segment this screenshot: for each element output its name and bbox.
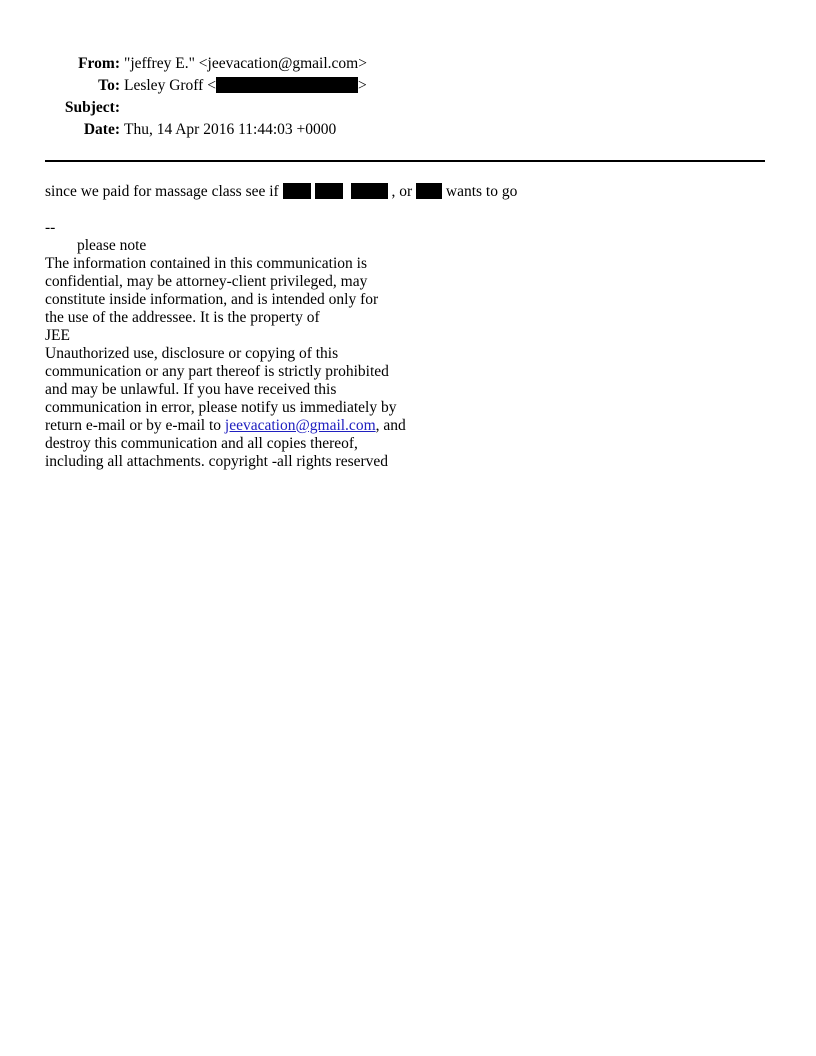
disclaimer-line: confidential, may be attorney-client privileged, may (45, 273, 368, 290)
signature-note: please note (77, 237, 147, 254)
redacted-name-1 (283, 183, 311, 199)
to-close: > (357, 77, 367, 94)
email-link[interactable]: jeevacation@gmail.com (224, 417, 376, 434)
disclaimer-line: JEE (45, 327, 70, 344)
date-value: Thu, 14 Apr 2016 11:44:03 +0000 (124, 121, 337, 138)
from-label: From: (78, 55, 120, 72)
disclaimer-return-line (45, 417, 406, 435)
disclaimer-line: constitute inside information, and is intended only for (45, 291, 379, 308)
to-name: Lesley Groff < (124, 77, 216, 94)
message-part-1: since we paid for massage class see if (45, 183, 279, 200)
disclaimer-line: and may be unlawful. If you have received this (45, 381, 337, 398)
redacted-name-4 (416, 183, 442, 199)
disclaimer-line: communication or any part thereof is strictly prohibited (45, 363, 389, 380)
message-part-3: wants to go (442, 183, 518, 200)
redacted-email (216, 77, 358, 93)
redacted-name-3 (351, 183, 388, 199)
date-label: Date: (83, 121, 120, 138)
date-row (0, 119, 816, 141)
signature-block (45, 219, 406, 471)
return-prefix: return e-mail or by e-mail to (45, 417, 225, 434)
disclaimer-line: destroy this communication and all copies thereof, (45, 435, 358, 452)
disclaimer-line: the use of the addressee. It is the property of (45, 309, 320, 326)
signature-separator: -- (45, 219, 56, 236)
from-row (0, 53, 816, 75)
disclaimer-line: communication in error, please notify us immediately by (45, 399, 397, 416)
from-value: "jeffrey E." <jeevacation@gmail.com> (124, 55, 367, 72)
header-divider (45, 160, 765, 162)
disclaimer-line: Unauthorized use, disclosure or copying of this (45, 345, 339, 362)
subject-label: Subject: (64, 99, 120, 116)
return-suffix: , and (375, 417, 406, 434)
to-row (0, 75, 816, 97)
to-value (124, 75, 367, 97)
redacted-name-2 (315, 183, 343, 199)
disclaimer-line: The information contained in this communication is (45, 255, 367, 272)
message-body (45, 182, 517, 202)
email-header (0, 53, 816, 141)
message-part-2: , or (387, 183, 413, 200)
to-label: To: (98, 77, 120, 94)
disclaimer-line: including all attachments. copyright -all rights reserved (45, 453, 389, 470)
subject-row (0, 97, 816, 119)
